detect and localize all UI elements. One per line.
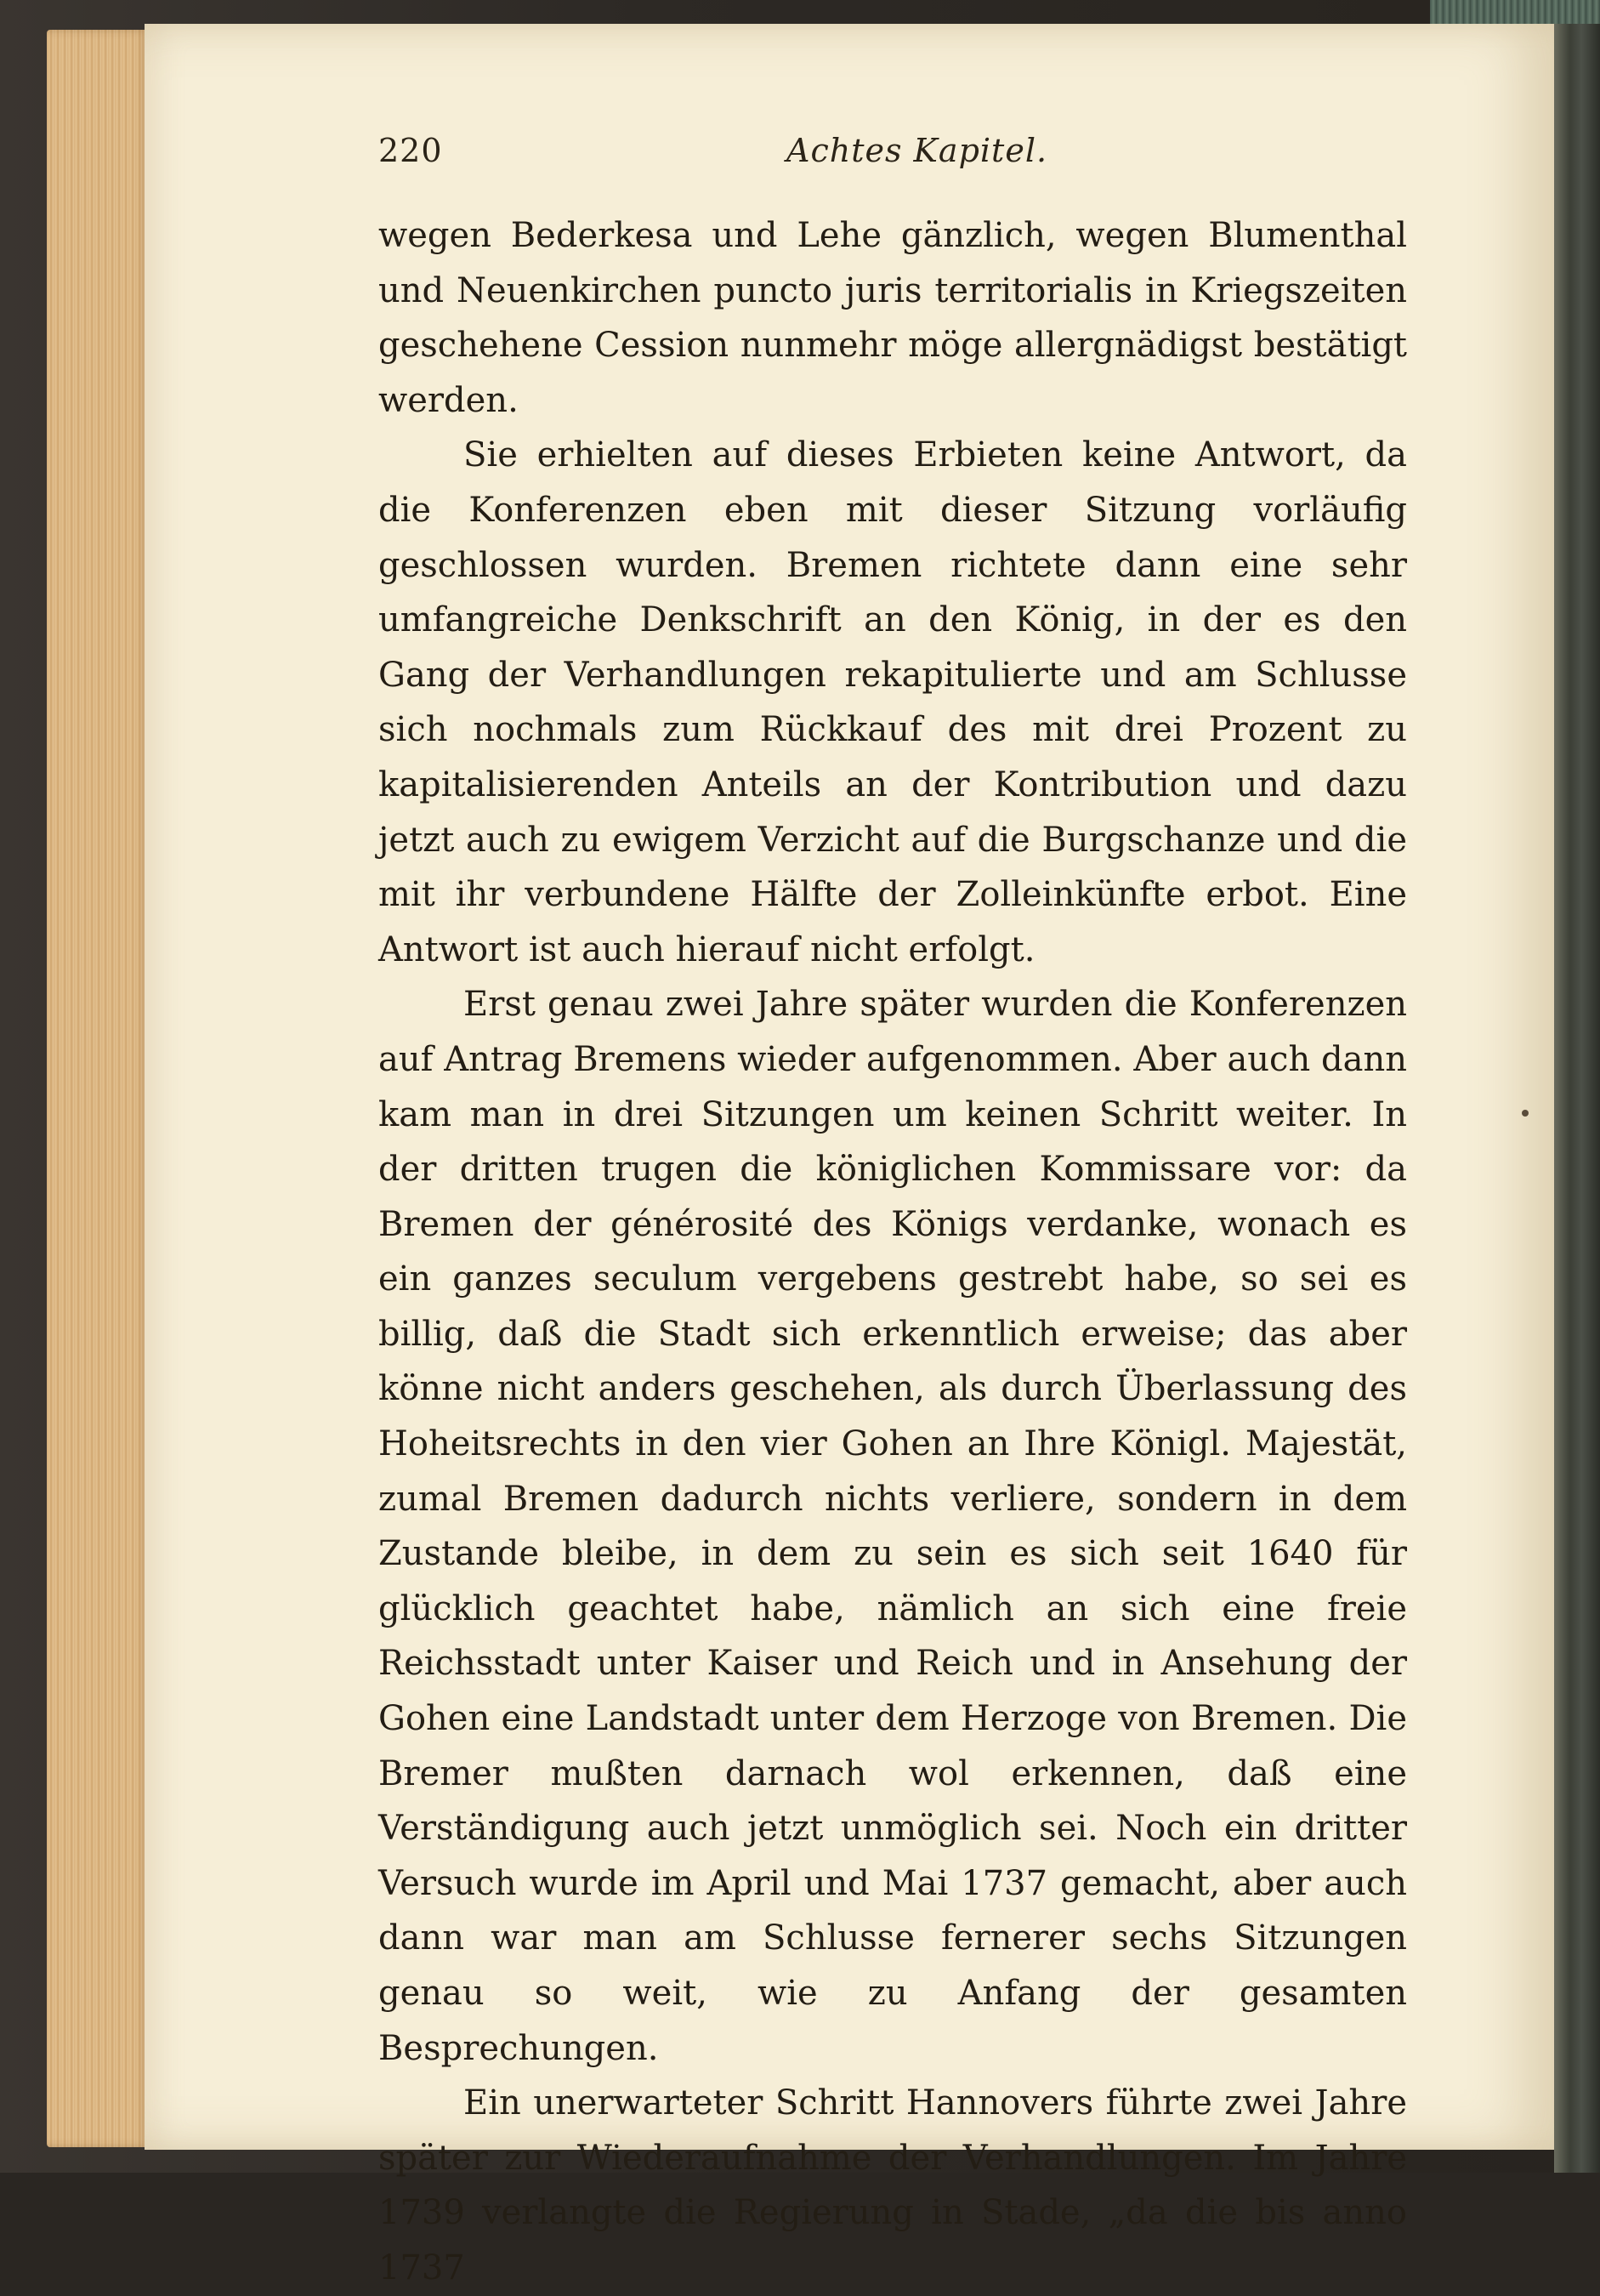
- body-text: [378, 208, 1407, 2296]
- spine-band: [1430, 0, 1600, 24]
- book-spine: [1554, 0, 1600, 2173]
- page-edges: [47, 30, 149, 2147]
- paragraph-4: Ein unerwarteter Schritt Hannovers führte zwei Jahre später zur Wiederaufnahme der Verhandlungen. Im Jahre 1739 verlangte die Regierung in Stade, „da die bis anno 1737: [378, 2083, 1407, 2287]
- running-head: Achtes Kapitel.: [786, 132, 1048, 169]
- ink-speck: [1522, 1110, 1529, 1117]
- paragraph-2: Sie erhielten auf dieses Erbieten keine Antwort, da die Konferenzen eben mit dieser Sitzung vorläufig geschlossen wurden. Bremen richtete dann eine sehr umfangreiche Denkschrift an den König, in der es den Gang der Verhandlungen rekapitulierte und am Schlusse sich nochmals zum Rückkauf des mit drei Prozent zu kapitalisierenden Anteils an der Kontribution und dazu jetzt auch zu ewigem Verzicht auf die Burgschanze und die mit ihr verbundene Hälfte der Zolleinkünfte erbot. Eine Antwort ist auch hierauf nicht erfolgt.: [378, 435, 1407, 969]
- page-number: 220: [378, 132, 443, 169]
- paragraph-3: Erst genau zwei Jahre später wurden die Konferenzen auf Antrag Bremens wieder aufgenommen. Aber auch dann kam man in drei Sitzungen um keinen Schritt weiter. In der dritten trugen die königlichen Kommissare vor: da Bremen der générosité des Königs verdanke, wonach es ein ganzes seculum vergebens gestrebt habe, so sei es billig, daß die Stadt sich erkenntlich erweise; das aber könne nicht anders geschehen, als durch Überlassung des Hoheitsrechts in den vier Gohen an Ihre Königl. Majestät, zumal Bremen dadurch nichts verliere, sondern in dem Zustande bleibe, in dem zu sein es sich seit 1640 für glücklich geachtet habe, nämlich an sich eine freie Reichsstadt unter Kaiser und Reich und in Ansehung der Gohen eine Landstadt unter dem Herzoge von Bremen. Die Bremer mußten darnach wol erkennen, daß eine Verständigung auch jetzt unmöglich sei. Noch ein dritter Versuch wurde im April und Mai 1737 gemacht, aber auch dann war man am Schlusse fernerer sechs Sitzungen genau so weit, wie zu Anfang der gesamten Besprechungen.: [378, 985, 1407, 2068]
- paragraph-1: wegen Bederkesa und Lehe gänzlich, wegen Blumenthal und Neuenkirchen puncto juris territorialis in Kriegszeiten geschehene Cession nunmehr möge allergnädigst bestätigt werden.: [378, 216, 1407, 420]
- page-header: [378, 132, 1382, 183]
